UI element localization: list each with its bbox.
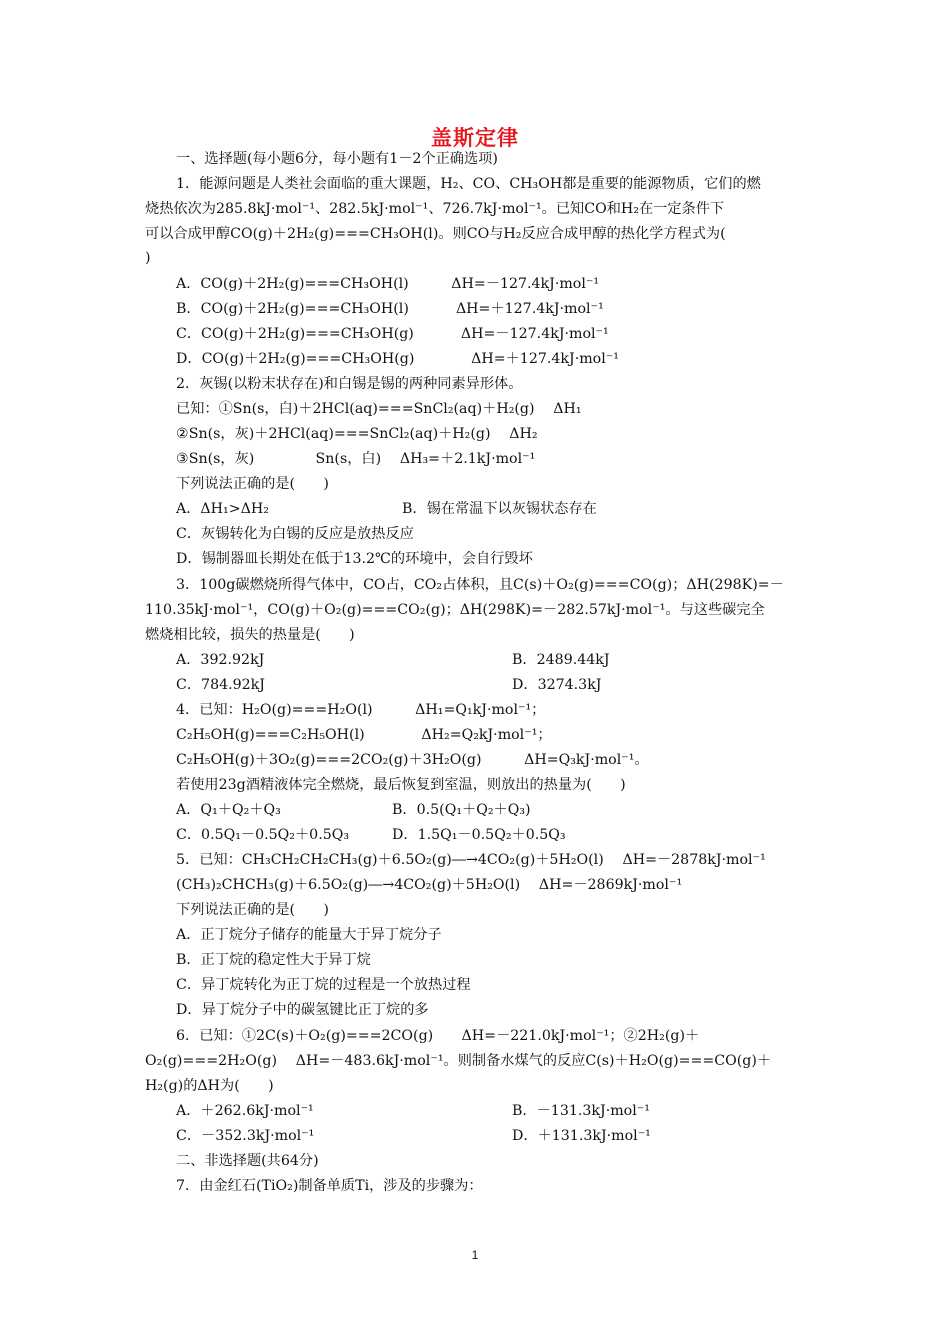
q4-option-d: D．1.5Q₁－0.5Q₂＋0.5Q₃ xyxy=(392,827,566,843)
q5-option-d: D．异丁烷分子中的碳氢键比正丁烷的多 xyxy=(176,1002,429,1018)
q2-option-c: C．灰锡转化为白锡的反应是放热反应 xyxy=(176,526,414,542)
q5-line-2: (CH₃)₂CHCH₃(g)＋6.5O₂(g)―→4CO₂(g)＋5H₂O(l) ΔH=－2869kJ·mol⁻¹ xyxy=(176,877,683,893)
q1-option-b: B．CO(g)＋2H₂(g)===CH₃OH(l) ΔH=＋127.4kJ·mol⁻¹ xyxy=(176,301,604,317)
q6-option-a: A．＋262.6kJ·mol⁻¹ xyxy=(176,1103,314,1119)
section-heading-2: 二、非选择题(共64分) xyxy=(176,1153,319,1169)
q1-option-a: A．CO(g)＋2H₂(g)===CH₃OH(l) ΔH=－127.4kJ·mol⁻¹ xyxy=(176,276,600,292)
q1-option-d: D．CO(g)＋2H₂(g)===CH₃OH(g) ΔH=＋127.4kJ·mol⁻¹ xyxy=(176,351,619,367)
q2-line-3: ②Sn(s，灰)＋2HCl(aq)===SnCl₂(aq)＋H₂(g) ΔH₂ xyxy=(176,426,538,442)
q5-option-b: B．正丁烷的稳定性大于异丁烷 xyxy=(176,952,371,968)
q1-line-1: 1．能源问题是人类社会面临的重大课题，H₂、CO、CH₃OH都是重要的能源物质，它们的燃 xyxy=(176,176,761,192)
q7-line-1: 7．由金红石(TiO₂)制备单质Ti，涉及的步骤为： xyxy=(176,1178,483,1194)
q2-option-b: B．锡在常温下以灰锡状态存在 xyxy=(402,501,597,517)
document-title: 盖斯定律 xyxy=(431,126,519,150)
q3-line-1: 3．100g碳燃烧所得气体中，CO占，CO₂占体积，且C(s)＋O₂(g)===CO(g)；ΔH(298K)=－ xyxy=(176,577,784,593)
q5-option-a: A．正丁烷分子储存的能量大于异丁烷分子 xyxy=(176,927,442,943)
section-heading-1: 一、选择题(每小题6分，每小题有1－2个正确选项) xyxy=(176,151,498,167)
q1-option-c: C．CO(g)＋2H₂(g)===CH₃OH(g) ΔH=－127.4kJ·mol⁻¹ xyxy=(176,326,609,342)
q6-option-d: D．＋131.3kJ·mol⁻¹ xyxy=(512,1128,651,1144)
q2-option-d: D．锡制器皿长期处在低于13.2℃的环境中，会自行毁坏 xyxy=(176,551,533,567)
q2-line-1: 2．灰锡(以粉末状存在)和白锡是锡的两种同素异形体。 xyxy=(176,376,523,392)
q4-line-3: C₂H₅OH(g)＋3O₂(g)===2CO₂(g)＋3H₂O(g) ΔH=Q₃kJ·mol⁻¹。 xyxy=(176,752,649,768)
q3-line-3: 燃烧相比较，损失的热量是( ) xyxy=(145,627,355,643)
q2-option-a: A．ΔH₁>ΔH₂ xyxy=(176,501,269,517)
q5-line-1: 5．已知：CH₃CH₂CH₂CH₃(g)＋6.5O₂(g)―→4CO₂(g)＋5H₂O(l) ΔH=－2878kJ·mol⁻¹ xyxy=(176,852,766,868)
q6-line-3: H₂(g)的ΔH为( ) xyxy=(145,1078,274,1094)
q6-line-1: 6．已知：①2C(s)＋O₂(g)===2CO(g) ΔH=－221.0kJ·mol⁻¹；②2H₂(g)＋ xyxy=(176,1028,700,1044)
q4-option-c: C．0.5Q₁－0.5Q₂＋0.5Q₃ xyxy=(176,827,350,843)
page-number: 1 xyxy=(471,1248,479,1262)
q4-option-b: B．0.5(Q₁＋Q₂＋Q₃) xyxy=(392,802,531,818)
q2-line-4: ③Sn(s，灰) Sn(s，白) ΔH₃=＋2.1kJ·mol⁻¹ xyxy=(176,451,536,467)
q4-option-a: A．Q₁＋Q₂＋Q₃ xyxy=(176,802,281,818)
q1-line-4: ) xyxy=(145,250,151,266)
q3-line-2: 110.35kJ·mol⁻¹，CO(g)＋O₂(g)===CO₂(g)；ΔH(298K)=－282.57kJ·mol⁻¹。与这些碳完全 xyxy=(145,602,765,618)
q4-line-4: 若使用23g酒精液体完全燃烧，最后恢复到室温，则放出的热量为( ) xyxy=(176,777,626,793)
q2-line-2: 已知：①Sn(s，白)＋2HCl(aq)===SnCl₂(aq)＋H₂(g) ΔH₁ xyxy=(176,401,582,417)
q1-line-3: 可以合成甲醇CO(g)＋2H₂(g)===CH₃OH(l)。则CO与H₂反应合成甲醇的热化学方程式为( xyxy=(145,226,726,242)
q4-line-2: C₂H₅OH(g)===C₂H₅OH(l) ΔH₂=Q₂kJ·mol⁻¹； xyxy=(176,727,552,743)
q4-line-1: 4．已知：H₂O(g)===H₂O(l) ΔH₁=Q₁kJ·mol⁻¹； xyxy=(176,702,546,718)
q3-option-c: C．784.92kJ xyxy=(176,677,265,693)
q6-option-b: B．－131.3kJ·mol⁻¹ xyxy=(512,1103,650,1119)
q6-option-c: C．－352.3kJ·mol⁻¹ xyxy=(176,1128,315,1144)
q1-line-2: 烧热依次为285.8kJ·mol⁻¹、282.5kJ·mol⁻¹、726.7kJ·mol⁻¹。已知CO和H₂在一定条件下 xyxy=(145,201,725,217)
q3-option-d: D．3274.3kJ xyxy=(512,677,602,693)
q5-option-c: C．异丁烷转化为正丁烷的过程是一个放热过程 xyxy=(176,977,471,993)
q6-line-2: O₂(g)===2H₂O(g) ΔH=－483.6kJ·mol⁻¹。则制备水煤气的反应C(s)＋H₂O(g)===CO(g)＋ xyxy=(145,1053,772,1069)
q2-line-5: 下列说法正确的是( ) xyxy=(176,476,329,492)
q5-line-3: 下列说法正确的是( ) xyxy=(176,902,329,918)
q3-option-a: A．392.92kJ xyxy=(176,652,265,668)
q3-option-b: B．2489.44kJ xyxy=(512,652,610,668)
